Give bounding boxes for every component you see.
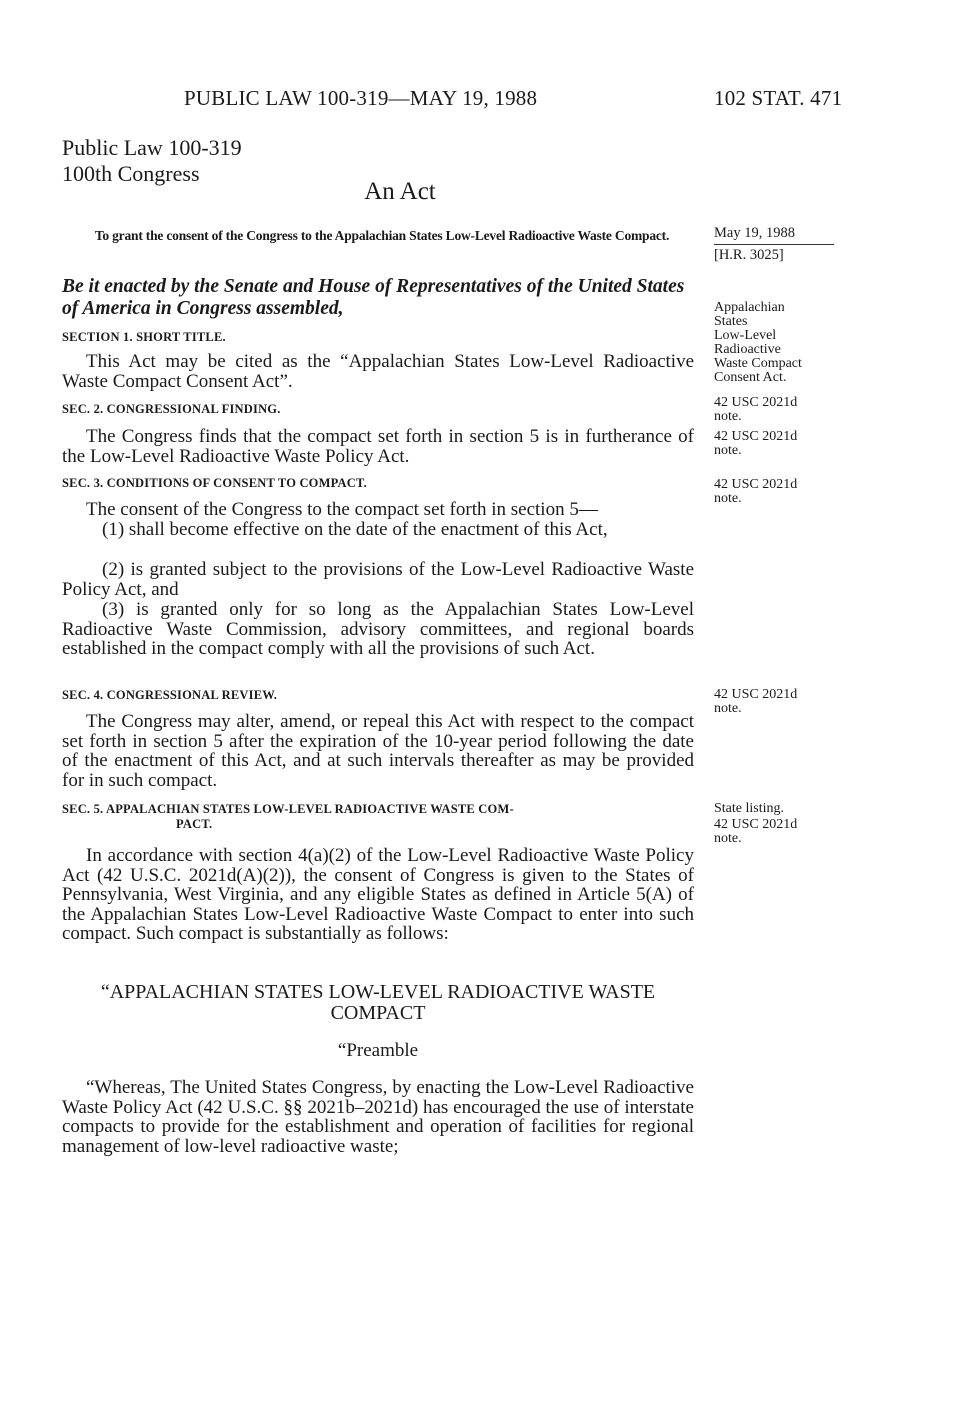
preamble-heading: “Preamble [337,1040,419,1061]
public-law-number: Public Law 100-319 [62,135,242,160]
section-3-intro: The consent of the Congress to the compact set forth in section 5— [86,499,598,520]
section-1-text: This Act may be cited as the “Appalachian States Low-Level Radioactive Waste Compact Consent Act”. [62,351,694,392]
congress-number: 100th Congress [62,161,200,186]
section-2-heading: SEC. 2. CONGRESSIONAL FINDING. [62,402,281,416]
margin-date: May 19, 1988 [714,225,795,241]
running-head: PUBLIC LAW 100-319—MAY 19, 1988 [184,86,538,110]
section-2-text: The Congress finds that the compact set forth in section 5 is in furtherance of the Low-Level Radioactive Waste Policy Act. [62,426,694,467]
margin-usc-note-3: 42 USC 2021d note. [714,477,798,506]
section-3-item-1: (1) shall become effective on the date of the enactment of this Act, [102,519,608,540]
margin-short-title-note: Appalachian States Low-Level Radioactive Waste Compact Consent Act. [714,300,802,385]
margin-usc-note-5: 42 USC 2021d note. [714,817,798,846]
section-4-text: The Congress may alter, amend, or repeal this Act with respect to the compact set forth in section 5 after the expiration of the 10-year period following the date of the enactment of this Act, and at such intervals thereafter as may be provided for in such compact. [62,711,694,791]
section-5-text: In accordance with section 4(a)(2) of the Low-Level Radioactive Waste Policy Act (42 U.S.C. 2021d(A)(2)), the consent of Congress is given to the States of Pennsylvania, West Virginia, and any eligible States as defined in Article 5(A) of the Appalachian States Low-Level Radioactive Waste Compact to enter into such compact. Such compact is substantially as follows: [62,845,694,944]
section-1-heading: SECTION 1. SHORT TITLE. [62,330,226,344]
section-5-heading: SEC. 5. APPALACHIAN STATES LOW-LEVEL RADIOACTIVE WASTE COM- PACT. [62,802,514,831]
margin-bill-number: [H.R. 3025] [714,247,784,263]
section-4-heading: SEC. 4. CONGRESSIONAL REVIEW. [62,688,278,702]
section-3-item-3: (3) is granted only for so long as the Appalachian States Low-Level Radioactive Waste Commission, advisory committees, and regional boards established in the compact comply with all the provisions of such Act. [62,599,694,659]
margin-state-listing: State listing. [714,801,784,816]
page-reference: 102 STAT. 471 [714,86,843,110]
long-title: To grant the consent of the Congress to the Appalachian States Low-Level Radioactive Waste Compact. [94,228,670,243]
enacting-clause: Be it enacted by the Senate and House of Representatives of the United States of America in Congress assembled, [62,276,685,319]
margin-usc-note-4: 42 USC 2021d note. [714,687,798,716]
margin-usc-note-1: 42 USC 2021d note. [714,395,798,424]
whereas-clause: “Whereas, The United States Congress, by enacting the Low-Level Radioactive Waste Policy Act (42 U.S.C. §§ 2021b–2021d) has encouraged the use of interstate compacts to provide for the establishment and operation of facilities for regional management of low-level radioactive waste; [62,1077,694,1157]
section-3-item-2: (2) is granted subject to the provisions of the Low-Level Radioactive Waste Policy Act, and [62,559,694,600]
margin-usc-note-2: 42 USC 2021d note. [714,429,798,458]
compact-title: “APPALACHIAN STATES LOW-LEVEL RADIOACTIVE WASTE COMPACT [100,981,656,1024]
margin-rule [714,244,834,245]
an-act-heading: An Act [364,178,436,205]
section-3-heading: SEC. 3. CONDITIONS OF CONSENT TO COMPACT. [62,476,367,490]
